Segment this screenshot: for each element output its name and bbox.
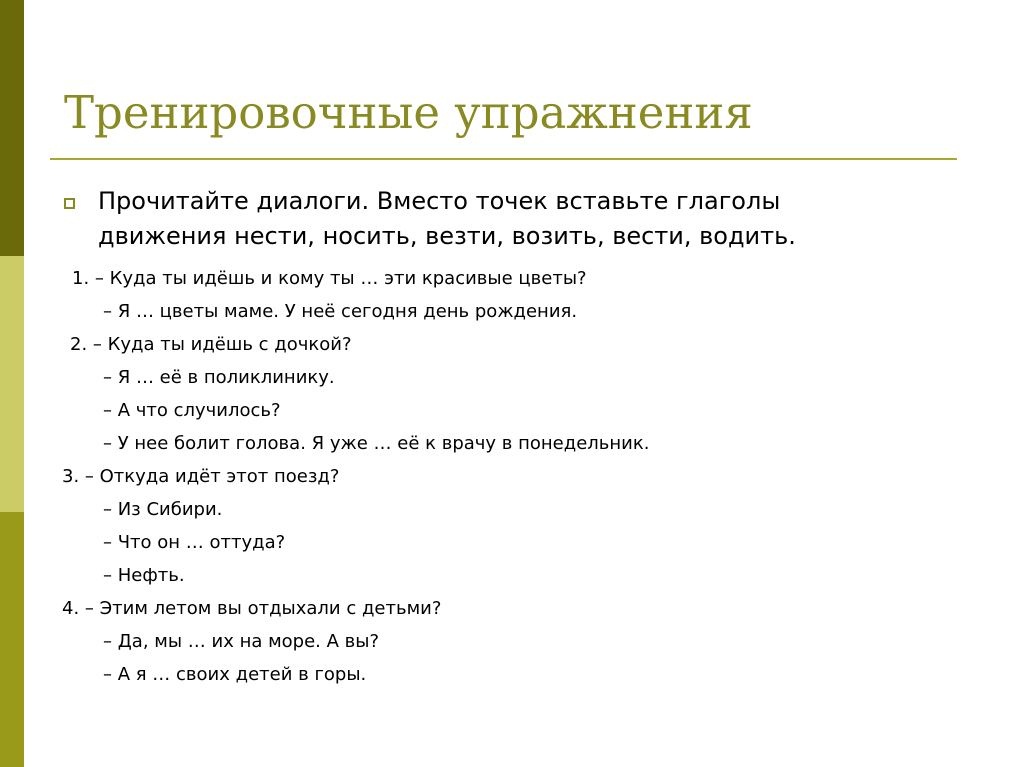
dialogue-line: – Я … цветы маме. У неё сегодня день рождения. (103, 301, 578, 322)
square-bullet-icon (64, 198, 75, 209)
instruction-line-2: движения нести, носить, везти, возить, вести, водить. (98, 222, 796, 250)
instruction-line-1: Прочитайте диалоги. Вместо точек вставьте глаголы (98, 187, 781, 215)
dialogue-line: – Я … её в поликлинику. (103, 367, 335, 388)
dialogue-line: 3. – Откуда идёт этот поезд? (62, 466, 340, 487)
dialogue-line: – А я … своих детей в горы. (103, 664, 367, 685)
dialogue-line: 2. – Куда ты идёшь с дочкой? (70, 334, 352, 355)
dialogue-line: – А что случилось? (103, 400, 281, 421)
sidebar-stripe-middle (0, 256, 24, 512)
dialogue-line: – У нее болит голова. Я уже … её к врачу в понедельник. (103, 433, 650, 454)
title-divider (50, 158, 957, 160)
dialogue-line: 4. – Этим летом вы отдыхали с детьми? (62, 598, 442, 619)
sidebar-stripe-bottom (0, 512, 24, 767)
dialogue-line: – Из Сибири. (103, 499, 223, 520)
dialogue-line: – Нефть. (103, 565, 185, 586)
dialogue-line: – Да, мы … их на море. А вы? (103, 631, 380, 652)
slide-title: Тренировочные упражнения (64, 86, 753, 139)
dialogue-line: – Что он … оттуда? (103, 532, 286, 553)
sidebar-stripe-top (0, 0, 24, 256)
instruction-text (98, 184, 968, 254)
dialogue-line: 1. – Куда ты идёшь и кому ты … эти красивые цветы? (72, 268, 587, 289)
